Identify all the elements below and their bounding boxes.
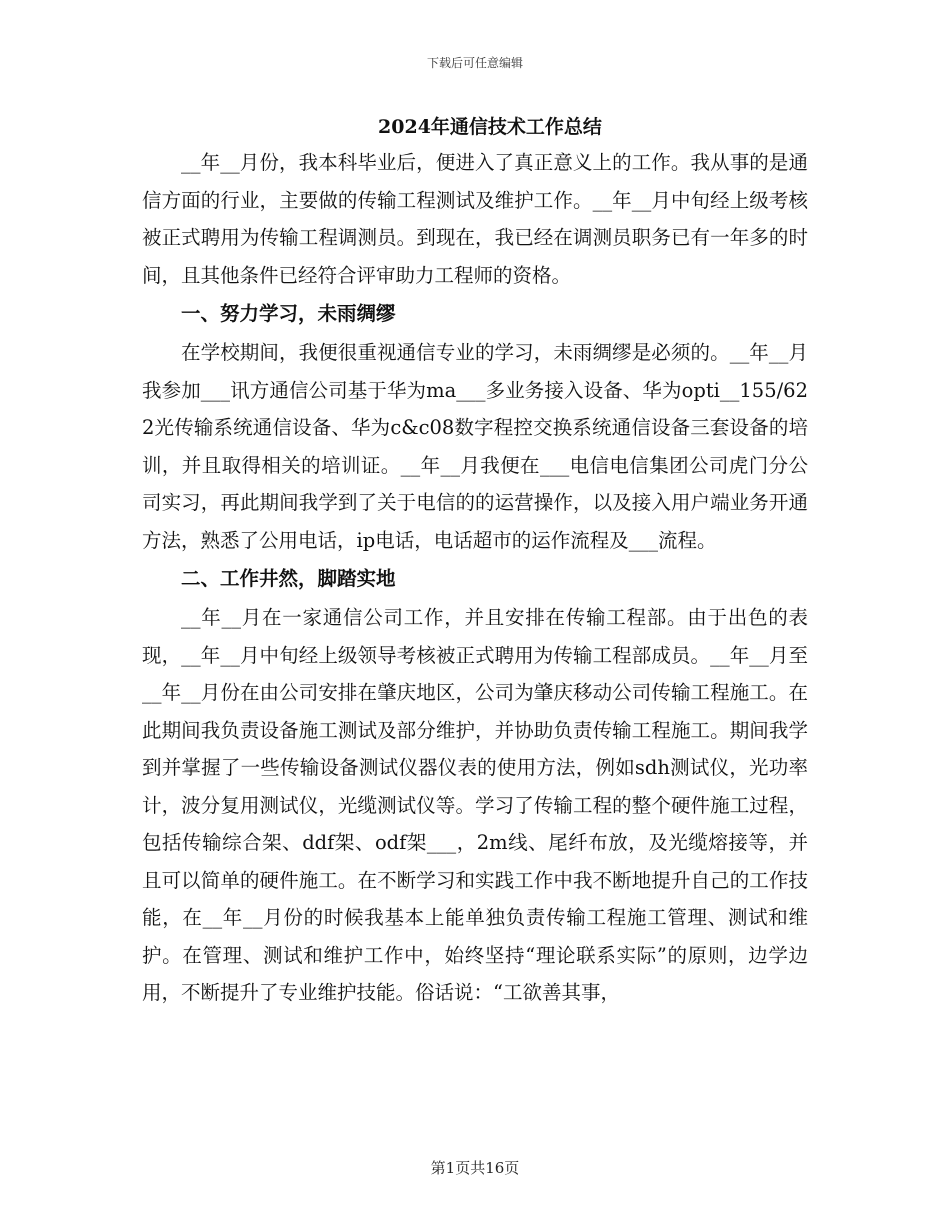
intro-paragraph: __年__月份，我本科毕业后，便进入了真正意义上的工作。我从事的是通信方面的行业，主要做的传输工程测试及维护工作。__年__月中旬经上级考核被正式聘用为传输工程调测员。到现在，我已经在调测员职务已有一年多的时间，且其他条件已经符合评审助力工程师的资格。 [142,151,808,287]
section-paragraph: __年__月在一家通信公司工作，并且安排在传输工程部。由于出色的表现，__年__月中旬经上级领导考核被正式聘用为传输工程部成员。__年__月至__年__月份在由公司安排在肇庆地区，公司为肇庆移动公司传输工程施工。在此期间我负责设备施工测试及部分维护，并协助负责传输工程施工。期间我学到并掌握了一些传输设备测试仪器仪表的使用方法，例如sdh测试仪，光功率计，波分复用测试仪，光缆测试仪等。学习了传输工程的整个硬件施工过程，包括传输综合架、ddf架、odf架___，2m线、尾纤布放，及光缆熔接等，并且可以简单的硬件施工。在不断学习和实践工作中我不断地提升自己的工作技能，在__年__月份的时候我基本上能单独负责传输工程施工管理、测试和维护。在管理、测试和维护工作中，始终坚持“理论联系实际”的原则，边学边用，不断提升了专业维护技能。俗话说：“工欲善其事， [142,606,808,1004]
section-heading: 一、努力学习，未雨绸缪 [181,302,396,325]
section-1 [142,294,808,559]
document-body [142,110,808,1012]
section-2 [142,559,808,1012]
document-title: 2024年通信技术工作总结 [378,116,602,138]
page-number: 第1页共16页 [430,1159,520,1177]
section-heading: 二、工作井然，脚踏实地 [181,567,396,590]
section-paragraph: 在学校期间，我便很重视通信专业的学习，未雨绸缪是必须的。__年__月我参加___讯方通信公司基于华为ma___多业务接入设备、华为opti__155/622光传输系统通信设备、华为c&c08数字程控交换系统通信设备三套设备的培训，并且取得相关的培训证。__年__月我便在___电信电信集团公司虎门分公司实习，再此期间我学到了关于电信的的运营操作，以及接入用户端业务开通方法，熟悉了公用电话，ip电话，电话超市的运作流程及___流程。 [142,341,808,552]
header-note: 下载后可任意编辑 [426,56,523,70]
